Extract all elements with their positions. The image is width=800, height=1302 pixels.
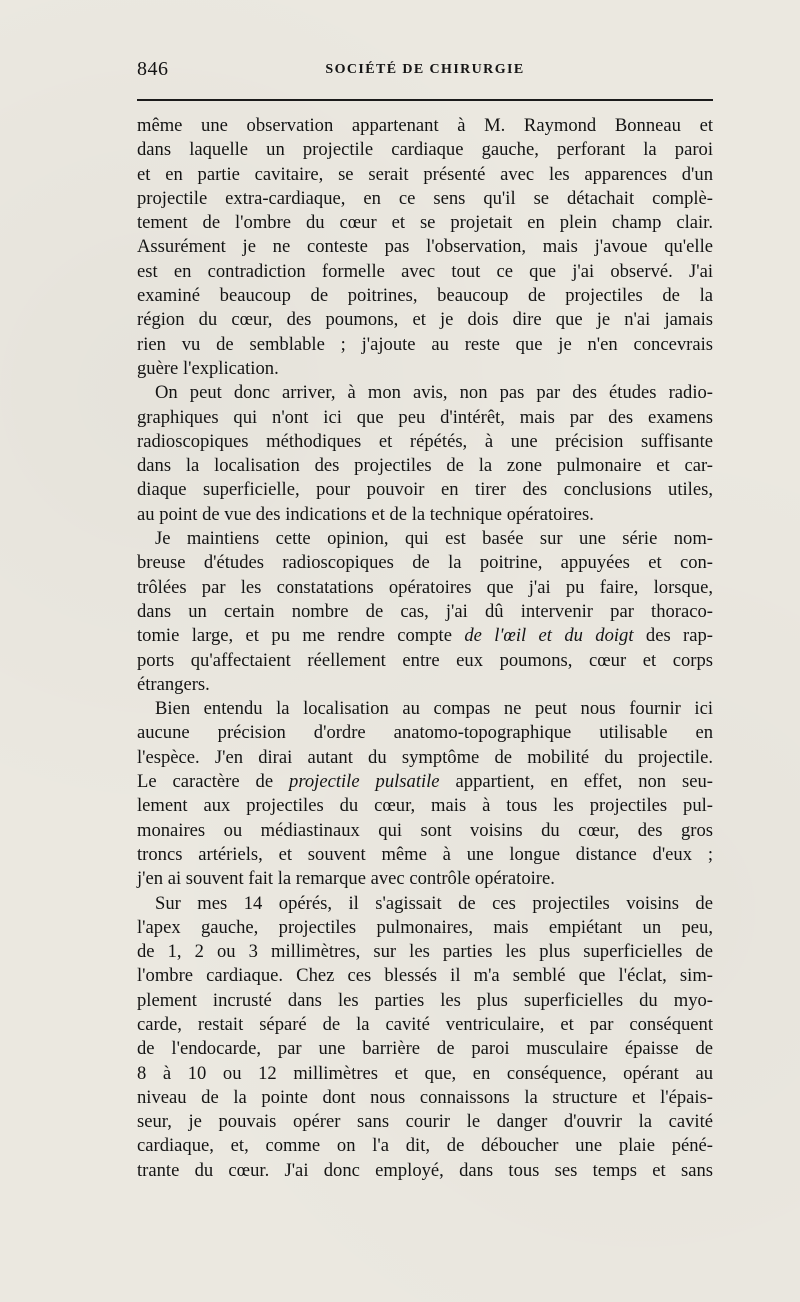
text-line: monaires ou médiastinaux qui sont voisins du cœur, des gros [137, 819, 713, 841]
text-line: radioscopiques méthodiques et répétés, à une précision suffisante [137, 430, 713, 452]
text-line: l'ombre cardiaque. Chez ces blessés il m'a semblé que l'éclat, sim- [137, 965, 713, 987]
text-line: 8 à 10 ou 12 millimètres et que, en conséquence, opérant au [137, 1062, 713, 1084]
text-line: seur, je pouvais opérer sans courir le danger d'ouvrir la cavité [137, 1111, 713, 1133]
text-line: dans laquelle un projectile cardiaque gauche, perforant la paroi [137, 139, 713, 161]
text-line: cardiaque, et, comme on l'a dit, de déboucher une plaie péné- [137, 1135, 713, 1157]
text-line: On peut donc arriver, à mon avis, non pas par des études radio- [155, 382, 713, 404]
text-line: Bien entendu la localisation au compas ne peut nous fournir ici [155, 698, 713, 720]
text-segment: appartient, en effet, non seu- [455, 771, 713, 793]
text-line: de l'endocarde, par une barrière de paroi musculaire épaisse de [137, 1038, 713, 1060]
text-line: plement incrusté dans les parties les plus superficielles du myo- [137, 989, 713, 1011]
text-line: breuse d'études radioscopiques de la poitrine, appuyées et con- [137, 552, 713, 574]
text-line: trante du cœur. J'ai donc employé, dans tous ses temps et sans [137, 1159, 713, 1181]
text-segment: des rap- [645, 625, 713, 647]
text-line: j'en ai souvent fait la remarque avec contrôle opératoire. [137, 868, 555, 890]
text-line: troncs artériels, et souvent même à une longue distance d'eux ; [137, 843, 713, 865]
text-segment: tomie large, et pu me rendre compte [137, 625, 452, 647]
header-rule [137, 99, 713, 101]
text-line: dans la localisation des projectiles de la zone pulmonaire et car- [137, 455, 713, 477]
text-line: rien vu de semblable ; j'ajoute au reste que je n'en concevrais [137, 333, 713, 355]
text-line: trôlées par les constatations opératoires que j'ai pu faire, lorsque, [137, 576, 713, 598]
text-line: diaque superficielle, pour pouvoir en tirer des conclusions utiles, [137, 479, 713, 501]
page-header [137, 58, 713, 88]
text-line: au point de vue des indications et de la technique opératoires. [137, 503, 594, 525]
running-head: SOCIÉTÉ DE CHIRURGIE [325, 62, 525, 77]
text-line: ports qu'affectaient réellement entre eux poumons, cœur et corps [137, 649, 713, 671]
text-line: Sur mes 14 opérés, il s'agissait de ces projectiles voisins de [155, 892, 713, 914]
text-line: lement aux projectiles du cœur, mais à tous les projectiles pul- [137, 795, 713, 817]
text-line: de 1, 2 ou 3 millimètres, sur les parties les plus superficielles de [137, 941, 713, 963]
text-segment: Le caractère de [137, 771, 274, 793]
text-line: carde, restait séparé de la cavité ventriculaire, et par conséquent [137, 1013, 713, 1035]
text-line: aucune précision d'ordre anatomo-topographique utilisable en [137, 722, 713, 744]
text-line: l'apex gauche, projectiles pulmonaires, mais empiétant un peu, [137, 916, 713, 938]
text-line: guère l'explication. [137, 357, 279, 379]
text-line: dans un certain nombre de cas, j'ai dû intervenir par thoraco- [137, 600, 713, 622]
text-line: et en partie cavitaire, se serait présenté avec les apparences d'un [137, 163, 713, 185]
text-line: niveau de la pointe dont nous connaissons la structure et l'épais- [137, 1086, 713, 1108]
italic-phrase: projectile pulsatile [289, 771, 440, 793]
text-line: projectile extra-cardiaque, en ce sens qu'il se détachait complè- [137, 187, 713, 209]
text-line: est en contradiction formelle avec tout ce que j'ai observé. J'ai [137, 260, 713, 282]
text-line [137, 770, 713, 794]
page-number: 846 [137, 58, 169, 80]
italic-phrase: de l'œil et du doigt [464, 625, 634, 647]
text-line: étrangers. [137, 673, 210, 695]
text-line: graphiques qui n'ont ici que peu d'intérêt, mais par des examens [137, 406, 713, 428]
text-line: examiné beaucoup de poitrines, beaucoup de projectiles de la [137, 285, 713, 307]
text-line [137, 624, 713, 648]
text-line: même une observation appartenant à M. Raymond Bonneau et [137, 115, 713, 136]
text-line: région du cœur, des poumons, et je dois dire que je n'ai jamais [137, 309, 713, 331]
text-line: Je maintiens cette opinion, qui est basée sur une série nom- [155, 528, 713, 550]
text-line: l'espèce. J'en dirai autant du symptôme de mobilité du projectile. [137, 746, 713, 768]
text-line: Assurément je ne conteste pas l'observation, mais j'avoue qu'elle [137, 236, 713, 258]
text-line: tement de l'ombre du cœur et se projetait en plein champ clair. [137, 212, 713, 234]
body-text [137, 114, 713, 1183]
